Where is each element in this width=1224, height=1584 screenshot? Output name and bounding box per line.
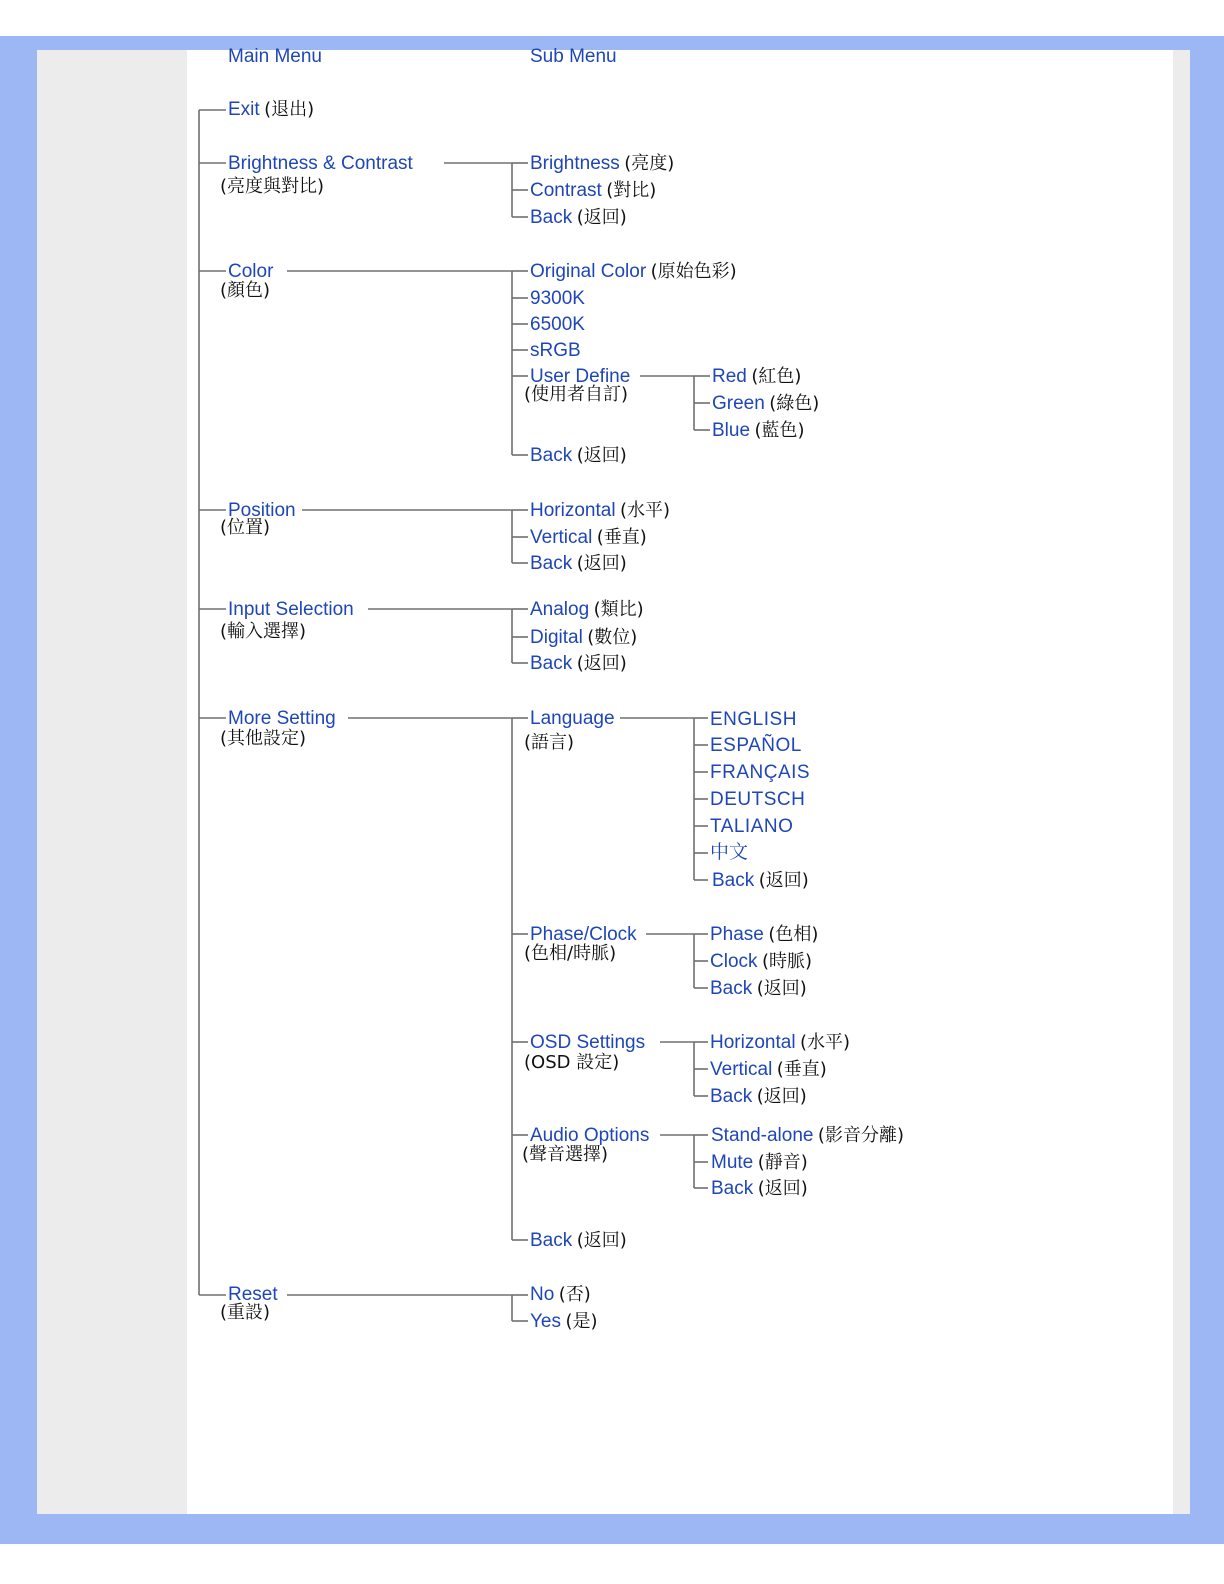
submenu-item-label: Back (530, 653, 573, 674)
submenu-item-label: Horizontal (530, 500, 616, 521)
option-item-phase (710, 925, 818, 944)
option-item-clock (710, 952, 812, 971)
option-item-francais: FRANÇAIS (710, 762, 811, 783)
menu-item-label: Brightness & Contrast (228, 153, 413, 174)
submenu-item-original-color (530, 262, 737, 281)
menu-item-label-zh: (其他設定) (220, 728, 307, 749)
submenu-item-user-define: User Define (530, 366, 631, 387)
submenu-item-label-zh: (色相/時脈) (524, 943, 617, 964)
submenu-item-label-zh: (類比) (593, 599, 644, 620)
submenu-item-horizontal (530, 501, 670, 520)
menu-item-more-setting (228, 709, 336, 728)
option-item-label: Red (712, 366, 747, 387)
main-menu-header: Main Menu (228, 46, 322, 67)
option-item-label-zh: (藍色) (754, 420, 805, 441)
submenu-item-label: Analog (530, 599, 590, 620)
option-item-horizontal (710, 1033, 850, 1052)
submenu-item-label: Yes (530, 1311, 561, 1332)
option-item-back (711, 1179, 808, 1198)
submenu-item-label-zh: (返回) (576, 445, 627, 466)
submenu-item-srgb: sRGB (530, 340, 581, 361)
menu-item-label-zh: (位置) (220, 517, 271, 538)
option-item-label-zh: (紅色) (751, 366, 802, 387)
option-item-label: Clock (710, 951, 758, 972)
option-item-label: Blue (712, 420, 751, 441)
option-item-label-zh: (垂直) (776, 1059, 827, 1080)
submenu-item-yes (530, 1312, 598, 1331)
option-item-label: Back (712, 870, 755, 891)
menu-item-label: Color (228, 261, 274, 282)
submenu-item-label-zh: (垂直) (596, 527, 647, 548)
submenu-item-label-zh: (對比) (606, 180, 657, 201)
menu-item-input-selection (228, 600, 354, 619)
submenu-item-label: Original Color (530, 261, 647, 282)
option-item-label-zh: (時脈) (761, 951, 813, 972)
option-item-deutsch: DEUTSCH (710, 789, 806, 810)
submenu-item-label-zh: (返回) (576, 1230, 627, 1251)
option-item-red (712, 367, 801, 386)
submenu-item-label-zh: (否) (558, 1284, 591, 1305)
option-item-label: Mute (711, 1152, 754, 1173)
submenu-item-label: Contrast (530, 180, 602, 201)
option-item-back (710, 979, 807, 998)
option-item-label: Back (710, 1086, 753, 1107)
option-item-label: Horizontal (710, 1032, 796, 1053)
menu-item-label: More Setting (228, 708, 336, 729)
submenu-item-label: Back (530, 445, 573, 466)
option-item-label: Back (710, 978, 753, 999)
option-item-label-zh: (返回) (756, 978, 807, 999)
menu-item-exit (228, 100, 314, 119)
menu-item-label: Input Selection (228, 599, 354, 620)
submenu-item-back (530, 446, 627, 465)
menu-item-label-zh: (輸入選擇) (220, 621, 307, 642)
option-item-label: Stand-alone (711, 1125, 814, 1146)
submenu-item-label: Vertical (530, 527, 593, 548)
option-item-espanol: ESPAÑOL (710, 735, 802, 756)
submenu-item-label: Back (530, 1230, 573, 1251)
submenu-item-contrast (530, 181, 656, 200)
submenu-item-osd-settings: OSD Settings (530, 1032, 646, 1053)
option-item-label-zh: (綠色) (769, 393, 820, 414)
option-item-green (712, 394, 819, 413)
option-item-label-zh: (影音分離) (817, 1125, 904, 1146)
submenu-item-label-zh: (水平) (620, 500, 671, 521)
option-item-label-zh: (水平) (800, 1032, 851, 1053)
submenu-item-label: No (530, 1284, 555, 1305)
submenu-item-label-zh: (語言) (524, 732, 575, 753)
submenu-item-brightness (530, 154, 674, 173)
submenu-item-back (530, 1231, 627, 1250)
menu-item-label-zh: (顏色) (220, 280, 271, 301)
submenu-item-language: Language (530, 708, 615, 729)
submenu-item-label: Back (530, 553, 573, 574)
option-item-italiano: TALIANO (710, 816, 794, 837)
option-item-back (710, 1087, 807, 1106)
submenu-item-6500k: 6500K (530, 314, 585, 335)
submenu-item-no (530, 1285, 591, 1304)
submenu-item-back (530, 554, 627, 573)
option-item-label: Vertical (710, 1059, 773, 1080)
option-item-stand-alone (711, 1126, 904, 1145)
menu-item-brightness-contrast (228, 154, 413, 173)
submenu-item-audio-options: Audio Options (530, 1125, 650, 1146)
option-item-mute (711, 1153, 808, 1172)
submenu-item-label-zh: (聲音選擇) (522, 1144, 609, 1165)
sub-menu-header: Sub Menu (530, 46, 617, 67)
submenu-item-9300k: 9300K (530, 288, 585, 309)
submenu-item-digital (530, 628, 637, 647)
submenu-item-label-zh: (OSD 設定) (524, 1052, 620, 1073)
menu-item-label-zh: (重設) (220, 1302, 271, 1323)
submenu-item-back (530, 654, 627, 673)
option-item-label-zh: (返回) (756, 1086, 807, 1107)
menu-item-label: Position (228, 500, 296, 521)
submenu-item-label: Digital (530, 627, 583, 648)
submenu-item-label: Back (530, 207, 573, 228)
menu-item-label: Reset (228, 1284, 278, 1305)
option-item-back (712, 871, 809, 890)
option-item-label-zh: (靜音) (757, 1152, 808, 1173)
submenu-item-label-zh: (數位) (587, 627, 638, 648)
submenu-item-back (530, 208, 627, 227)
submenu-item-label-zh: (返回) (576, 207, 627, 228)
option-item-chinese: 中文 (710, 841, 749, 863)
submenu-item-label-zh: (使用者自訂) (524, 384, 629, 405)
option-item-english: ENGLISH (710, 709, 797, 730)
option-item-vertical (710, 1060, 827, 1079)
option-item-label: Phase (710, 924, 764, 945)
submenu-item-analog (530, 600, 644, 619)
submenu-item-label-zh: (返回) (576, 653, 627, 674)
menu-item-label: Exit (228, 99, 260, 120)
menu-item-label-zh: (亮度與對比) (220, 176, 325, 197)
submenu-item-label-zh: (原始色彩) (650, 261, 737, 282)
submenu-item-vertical (530, 528, 647, 547)
submenu-item-phase-clock: Phase/Clock (530, 924, 637, 945)
submenu-item-label-zh: (亮度) (624, 153, 675, 174)
option-item-label-zh: (返回) (758, 870, 809, 891)
submenu-item-label-zh: (返回) (576, 553, 627, 574)
submenu-item-label-zh: (是) (565, 1311, 598, 1332)
menu-item-label-zh: (退出) (264, 99, 315, 120)
option-item-label-zh: (返回) (757, 1178, 808, 1199)
option-item-blue (712, 421, 805, 440)
submenu-item-label: Brightness (530, 153, 620, 174)
option-item-label: Green (712, 393, 765, 414)
option-item-label: Back (711, 1178, 754, 1199)
option-item-label-zh: (色相) (768, 924, 819, 945)
menu-item-color (228, 262, 273, 281)
